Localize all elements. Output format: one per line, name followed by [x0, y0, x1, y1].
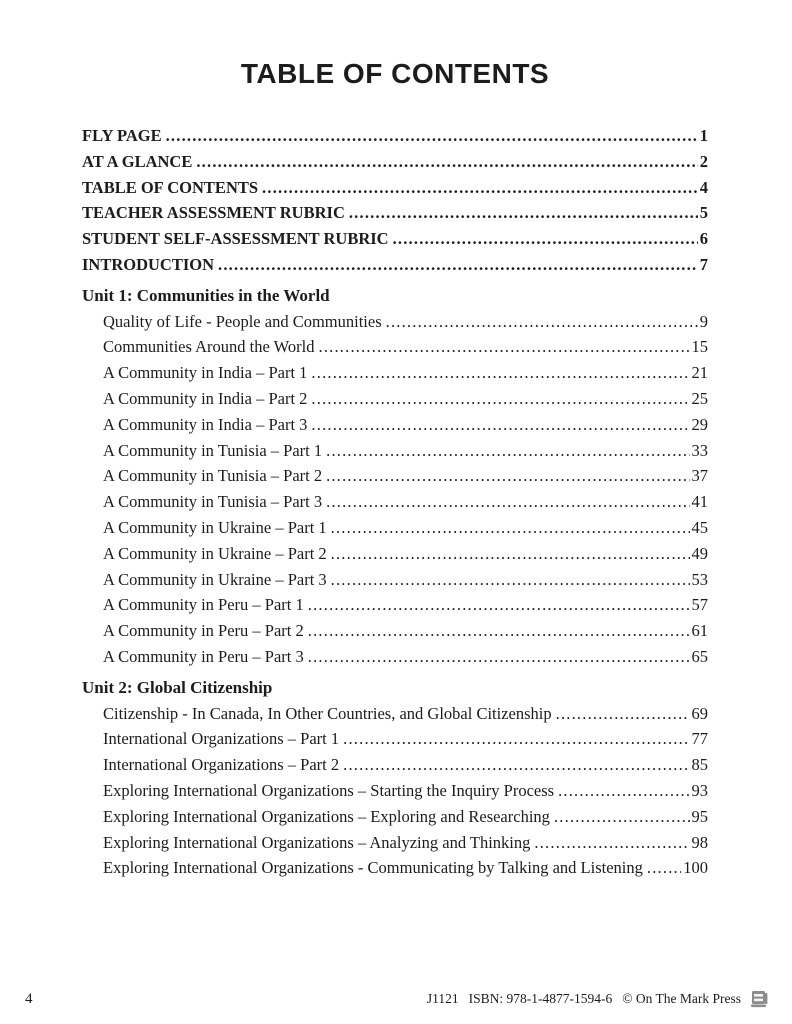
toc-entry-label: Citizenship - In Canada, In Other Countries, and Global Citizenship	[103, 703, 552, 723]
toc-entry-label: A Community in Peru – Part 2	[103, 621, 304, 641]
page-title: TABLE OF CONTENTS	[240, 58, 550, 89]
toc-page-number: 61	[691, 621, 708, 641]
toc-entry-label: TEACHER ASSESSMENT RUBRIC	[82, 203, 345, 223]
toc-page-number: 21	[691, 363, 708, 383]
toc-page-number: 4	[699, 177, 708, 197]
dot-leader	[386, 309, 698, 335]
unit-heading: Unit 2: Global Citizenship	[82, 677, 273, 697]
dot-leader	[326, 463, 689, 489]
toc-page-number: 29	[691, 414, 708, 434]
toc-entry-row	[82, 463, 708, 489]
toc-entry-row	[82, 386, 708, 412]
toc-entry-label: A Community in Tunisia – Part 1	[103, 440, 323, 460]
toc-page-number: 95	[691, 806, 708, 826]
toc-entry-label: International Organizations – Part 1	[103, 729, 340, 749]
toc-page-number: 100	[683, 858, 708, 878]
toc-entry-row	[82, 309, 708, 335]
dot-leader	[331, 515, 690, 541]
toc-entry-row	[82, 360, 708, 386]
unit-heading: Unit 1: Communities in the World	[82, 285, 330, 305]
toc-entry-row	[82, 701, 708, 727]
dot-leader	[331, 567, 690, 593]
toc-entry-row	[82, 778, 708, 804]
dot-leader	[308, 618, 690, 644]
dot-leader	[196, 149, 697, 175]
toc-entry-row	[82, 567, 708, 593]
dot-leader	[343, 752, 689, 778]
toc-page-number: 9	[699, 311, 708, 331]
toc-entry-row	[82, 412, 708, 438]
dot-leader	[308, 644, 690, 670]
dot-leader	[326, 438, 689, 464]
toc-page-number: 57	[691, 595, 708, 615]
toc-entry-label: STUDENT SELF-ASSESSMENT RUBRIC	[82, 229, 389, 249]
toc-page-number: 7	[699, 254, 708, 274]
toc-entry-row	[82, 334, 708, 360]
toc-entry-label: A Community in India – Part 2	[103, 388, 308, 408]
dot-leader	[311, 412, 689, 438]
toc-entry-label: A Community in Peru – Part 1	[103, 595, 304, 615]
toc-entry-row	[82, 226, 708, 252]
toc-page-number: 5	[699, 203, 708, 223]
toc-entry-label: Exploring International Organizations – Analyzing and Thinking	[103, 832, 531, 852]
toc-page-number: 69	[691, 703, 708, 723]
page-footer	[427, 990, 768, 1008]
toc-entry-label: FLY PAGE	[82, 126, 162, 145]
toc-entry-row	[82, 123, 708, 149]
toc-entry-label: A Community in Ukraine – Part 1	[103, 517, 327, 537]
toc-entry-row	[82, 726, 708, 752]
toc-entry-row	[82, 200, 708, 226]
toc-page-number: 6	[699, 229, 708, 249]
toc-entry-label: Exploring International Organizations – Starting the Inquiry Process	[103, 780, 555, 800]
toc-entry-row	[82, 592, 708, 618]
dot-leader	[556, 701, 690, 727]
footer-isbn: ISBN: 978-1-4877-1594-6	[468, 991, 613, 1006]
footer-copyright: © On The Mark Press	[622, 991, 741, 1006]
toc-entry-label: Communities Around the World	[103, 337, 315, 357]
dot-leader	[647, 855, 681, 881]
toc-entry-row	[82, 541, 708, 567]
toc-page-number: 65	[691, 646, 708, 666]
toc-entry-label: A Community in Tunisia – Part 3	[103, 492, 323, 512]
toc-entry-row	[82, 752, 708, 778]
dot-leader	[349, 200, 698, 226]
toc-entry-label: AT A GLANCE	[82, 151, 193, 171]
toc-page-number: 25	[691, 388, 708, 408]
toc-entry-row	[82, 489, 708, 515]
toc-entry-row	[82, 804, 708, 830]
toc-entry-label: A Community in Ukraine – Part 3	[103, 569, 327, 589]
dot-leader	[311, 386, 689, 412]
toc-entry-label: TABLE OF CONTENTS	[82, 177, 259, 197]
dot-leader	[262, 175, 698, 201]
toc-page-number: 49	[691, 543, 708, 563]
toc-entry-label: INTRODUCTION	[82, 254, 215, 274]
toc-entry-row	[82, 175, 708, 201]
toc-content	[82, 0, 708, 881]
toc-entry-label: A Community in India – Part 3	[103, 414, 308, 434]
toc-entry-label: International Organizations – Part 2	[103, 755, 340, 775]
toc-page-number: 98	[691, 832, 708, 852]
toc-page-number: 2	[699, 151, 708, 171]
toc-entry-label: A Community in Ukraine – Part 2	[103, 543, 327, 563]
dot-leader	[166, 123, 698, 149]
toc-entry-row	[82, 438, 708, 464]
footer-page-number: 4	[25, 991, 33, 1007]
toc-page-number: 85	[691, 755, 708, 775]
dot-leader	[393, 226, 698, 252]
dot-leader	[218, 252, 698, 278]
dot-leader	[311, 360, 689, 386]
toc-page-number: 45	[691, 517, 708, 537]
dot-leader	[326, 489, 689, 515]
dot-leader	[554, 804, 690, 830]
toc-entry-row	[82, 830, 708, 856]
toc-page-number: 15	[691, 337, 708, 357]
toc-page-number: 77	[691, 729, 708, 749]
toc-entry-label: A Community in India – Part 1	[103, 363, 308, 383]
toc-entry-label: Exploring International Organizations – Exploring and Researching	[103, 806, 550, 826]
press-logo-icon	[751, 990, 768, 1008]
toc-page-number: 41	[691, 492, 708, 512]
toc-entry-row	[82, 618, 708, 644]
toc-page-number: 53	[691, 569, 708, 589]
dot-leader	[308, 592, 690, 618]
dot-leader	[558, 778, 689, 804]
dot-leader	[331, 541, 690, 567]
toc-entry-row	[82, 855, 708, 881]
footer-product-code: J1121	[426, 991, 459, 1006]
toc-list	[82, 123, 708, 881]
toc-entry-label: A Community in Peru – Part 3	[103, 646, 304, 666]
toc-page-number: 93	[691, 780, 708, 800]
toc-entry-row	[82, 149, 708, 175]
dot-leader	[319, 334, 690, 360]
toc-entry-label: Quality of Life - People and Communities	[103, 311, 382, 331]
toc-entry-row	[82, 252, 708, 278]
toc-entry-label: A Community in Tunisia – Part 2	[103, 466, 323, 486]
toc-entry-row	[82, 644, 708, 670]
toc-page-number: 1	[699, 126, 708, 145]
dot-leader	[534, 830, 689, 856]
toc-entry-label: Exploring International Organizations - Communicating by Talking and Listening	[103, 858, 643, 878]
toc-page-number: 37	[691, 466, 708, 486]
toc-page-number: 33	[691, 440, 708, 460]
dot-leader	[343, 726, 689, 752]
toc-entry-row	[82, 515, 708, 541]
